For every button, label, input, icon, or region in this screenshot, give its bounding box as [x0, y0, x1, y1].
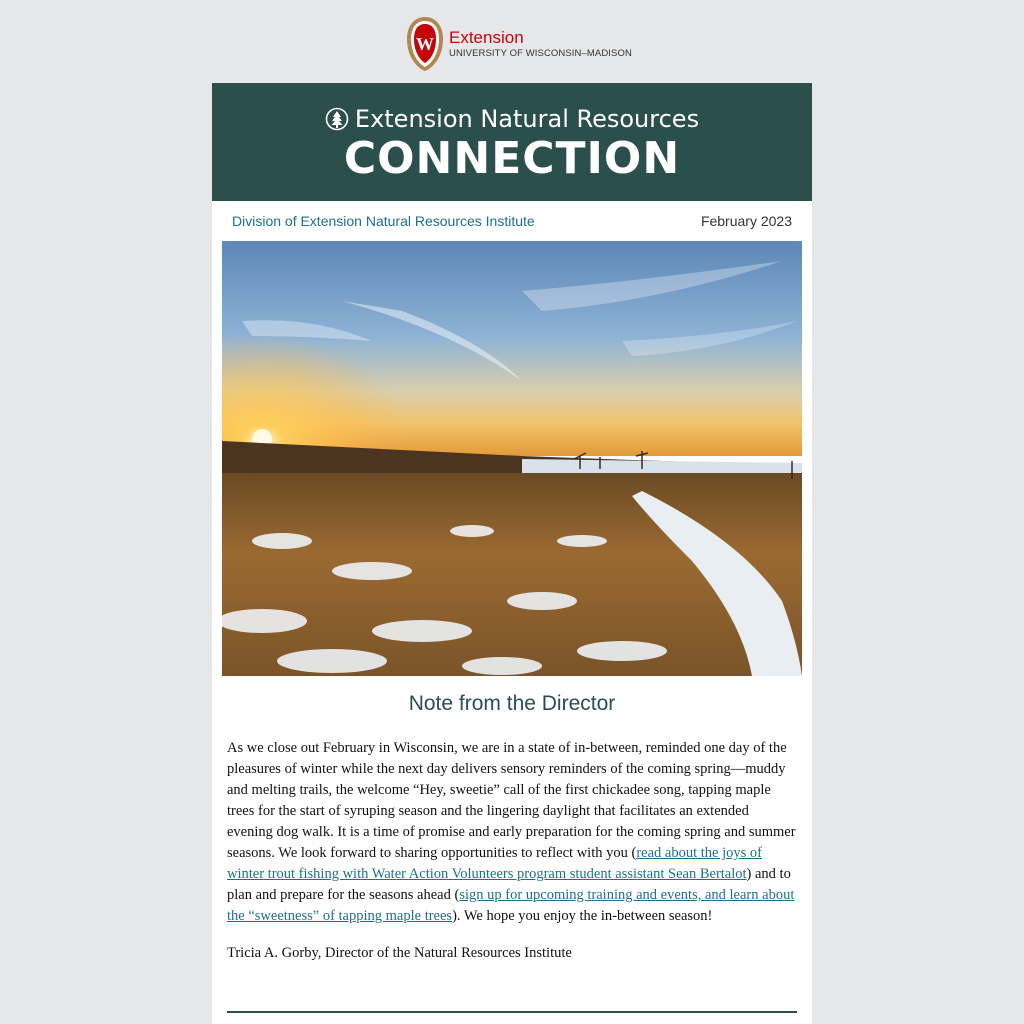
subhead — [212, 201, 812, 241]
director-signature: Tricia A. Gorby, Director of the Natural Resources Institute — [227, 945, 572, 961]
director-note-body: As we close out February in Wisconsin, we are in a state of in-between, reminded one day of the pleasures of winter while the next day delivers sensory reminders of the coming spring—muddy and melting trails, the welcome “Hey, sweetie” call of the first chickadee song, tapping maple trees for the start of syruping season and the lingering daylight that facilitates an extended evening dog walk. It is a time of promise and early preparation for the coming spring and summer seasons. We look forward to sharing opportunities to reflect with you (read about the joys of winter trout fishing with Water Action Volunteers program student assistant Sean Bertalot) and to plan and prepare for the seasons ahead (sign up for upcoming training and events, and learn about the “sweetness” of tapping maple trees). We hope you enjoy the in-between season! — [227, 740, 796, 924]
tree-icon — [325, 107, 349, 131]
hero-image[interactable] — [222, 241, 802, 676]
logo-subtitle: UNIVERSITY OF WISCONSIN–MADISON — [449, 48, 632, 60]
trout-fishing-link[interactable]: read about the joys of winter trout fishing with Water Action Volunteers program student assistant Sean Bertalot — [227, 845, 762, 882]
section-divider — [227, 1011, 797, 1013]
uw-extension-logo[interactable] — [405, 14, 635, 74]
logo-name: Extension — [449, 28, 524, 48]
issue-date: February 2023 — [700, 213, 792, 229]
events-signup-link[interactable]: sign up for upcoming training and events, and learn about the “sweetness” of tapping maple trees — [227, 887, 795, 924]
division-name: Division of Extension Natural Resources Institute — [232, 213, 535, 229]
section-title: Note from the Director — [408, 692, 616, 715]
newsletter-banner — [212, 83, 812, 201]
banner-title: CONNECTION — [343, 133, 681, 184]
uw-crest-icon — [405, 15, 445, 73]
banner-line1: Extension Natural Resources — [354, 105, 700, 133]
newsletter-container — [212, 83, 812, 1024]
svg-text:W: W — [416, 34, 434, 54]
